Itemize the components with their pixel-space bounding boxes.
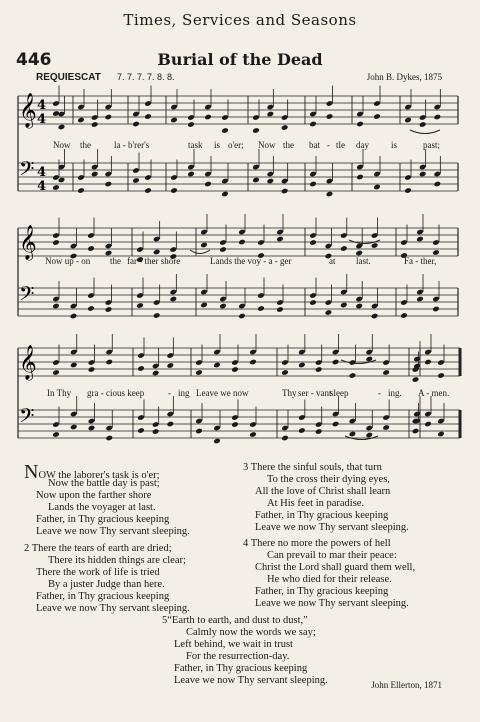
note-head bbox=[404, 187, 412, 194]
note-head bbox=[195, 428, 203, 435]
note-head bbox=[309, 181, 317, 188]
note-head bbox=[219, 246, 227, 253]
note-head bbox=[356, 121, 364, 128]
note-head bbox=[298, 427, 306, 434]
verse-number: 4 bbox=[243, 538, 249, 549]
note-head bbox=[309, 299, 317, 306]
verse-line: OW the laborer's task is o'er; bbox=[38, 470, 160, 481]
note-head bbox=[437, 372, 445, 379]
verse-line: Father, in Thy gracious keeping bbox=[36, 514, 170, 525]
note-head bbox=[373, 113, 381, 120]
note-head bbox=[424, 359, 432, 366]
note-head bbox=[136, 302, 144, 309]
lyric-syllable: far - ther shore bbox=[127, 256, 181, 266]
note-head bbox=[281, 435, 289, 442]
note-head bbox=[70, 424, 78, 431]
verse-line: Lands the voyager at last. bbox=[48, 502, 156, 513]
verse-line: Christ the Lord shall guard them well, bbox=[255, 562, 416, 573]
lyric-syllable: - bbox=[378, 388, 381, 398]
note-head bbox=[252, 177, 260, 184]
note-head bbox=[137, 427, 145, 434]
verse-line: Now upon the farther shore bbox=[36, 490, 152, 501]
hymn-title: Burial of the Dead bbox=[157, 50, 323, 69]
note-head bbox=[371, 242, 379, 249]
tune-name: REQUIESCAT bbox=[36, 72, 101, 83]
lyric-syllable: o'er; bbox=[228, 140, 244, 150]
note-head bbox=[87, 245, 95, 252]
meter: 7. 7. 7. 7. 8. 8. bbox=[117, 72, 175, 82]
author: John Ellerton, 1871 bbox=[371, 680, 442, 690]
note-head bbox=[332, 359, 340, 366]
lyric-syllable: A - men. bbox=[418, 388, 450, 398]
time-signature-icon: 4 bbox=[37, 179, 47, 194]
lyric-line-2 bbox=[0, 256, 480, 268]
verse-line: There no more the powers of hell bbox=[250, 538, 391, 549]
note-head bbox=[52, 184, 60, 191]
lyric-syllable: Now up - on bbox=[45, 256, 91, 266]
note-head bbox=[249, 359, 257, 366]
bass-clef-icon: 𝄢 bbox=[19, 404, 35, 432]
slur bbox=[410, 130, 440, 134]
lyric-syllable: task bbox=[188, 140, 203, 150]
note-head bbox=[52, 431, 60, 438]
note-head bbox=[281, 369, 289, 376]
treble-clef-icon: 𝄞 bbox=[19, 345, 37, 380]
note-head bbox=[238, 313, 246, 320]
note-head bbox=[249, 431, 257, 438]
lyric-syllable: ser - vant bbox=[298, 388, 332, 398]
lyric-syllable: Now bbox=[53, 140, 71, 150]
note-head bbox=[187, 121, 195, 128]
note-head bbox=[132, 177, 140, 184]
lyric-syllable: the bbox=[80, 140, 91, 150]
verse-number: 3 bbox=[243, 462, 249, 473]
verse-line: Father, in Thy gracious keeping bbox=[36, 591, 170, 602]
note-head bbox=[170, 296, 178, 303]
lyric-syllable: the bbox=[110, 256, 121, 266]
note-head bbox=[105, 306, 113, 313]
note-head bbox=[204, 114, 212, 121]
lyric-syllable: Fa - ther, bbox=[404, 256, 437, 266]
note-head bbox=[105, 359, 113, 366]
verse-line: Can prevail to mar their peace: bbox=[267, 550, 397, 561]
note-head bbox=[204, 181, 212, 188]
lyric-syllable: past; bbox=[423, 140, 440, 150]
note-head bbox=[400, 312, 408, 319]
note-head bbox=[231, 366, 239, 373]
note-head bbox=[88, 425, 96, 432]
note-head bbox=[52, 239, 60, 246]
verse-line: There the work of life is tried bbox=[36, 567, 160, 578]
note-head bbox=[77, 117, 85, 124]
verse-line: Father, in Thy gracious keeping bbox=[255, 510, 389, 521]
note-head bbox=[412, 376, 420, 383]
lyric-line-1 bbox=[0, 140, 480, 152]
note-head bbox=[52, 369, 60, 376]
note-head bbox=[281, 124, 289, 131]
lyric-syllable: - bbox=[327, 140, 330, 150]
note-head bbox=[200, 302, 208, 309]
note-head bbox=[137, 365, 145, 372]
lyric-syllable: la - b'rer's bbox=[114, 140, 150, 150]
note-head bbox=[434, 114, 442, 121]
verse-line: Father, in Thy gracious keeping bbox=[255, 586, 389, 597]
lyric-syllable: Leave we now bbox=[196, 388, 249, 398]
note-head bbox=[349, 431, 357, 438]
note-head bbox=[326, 191, 334, 198]
verse-line: For the resurrection-day. bbox=[186, 651, 290, 662]
verse-5 bbox=[162, 615, 328, 687]
note-head bbox=[365, 432, 373, 439]
note-head bbox=[132, 121, 140, 128]
slur bbox=[190, 250, 210, 254]
note-head bbox=[332, 421, 340, 428]
verse-line: All the love of Christ shall learn bbox=[255, 486, 391, 497]
note-head bbox=[153, 312, 161, 319]
note-head bbox=[170, 117, 178, 124]
verse-line: There the sinful souls, that turn bbox=[250, 462, 382, 473]
note-head bbox=[170, 187, 178, 194]
lyric-syllable: last. bbox=[356, 256, 371, 266]
note-head bbox=[77, 187, 85, 194]
hymn-number: 446 bbox=[16, 50, 52, 70]
note-head bbox=[309, 239, 317, 246]
note-head bbox=[252, 127, 260, 134]
lyric-syllable: tle bbox=[336, 140, 345, 150]
note-head bbox=[52, 303, 60, 310]
note-head bbox=[416, 236, 424, 243]
verse-line: He who died for their release. bbox=[267, 574, 392, 585]
note-head bbox=[434, 181, 442, 188]
time-signature-icon: 4 bbox=[37, 165, 47, 180]
lyric-syllable: is bbox=[214, 140, 221, 150]
lyric-syllable: In Thy bbox=[47, 388, 72, 398]
lyric-syllable: day bbox=[356, 140, 369, 150]
note-head bbox=[416, 296, 424, 303]
verse-line: Calmly now the words we say; bbox=[186, 627, 316, 638]
verse-4 bbox=[243, 538, 415, 610]
note-head bbox=[281, 188, 289, 195]
verse-line: Leave we now Thy servant sleeping. bbox=[36, 603, 190, 614]
lyric-syllable: ing. bbox=[388, 388, 402, 398]
note-head bbox=[91, 121, 99, 128]
note-head bbox=[105, 435, 113, 442]
verse-line: Now the battle day is past; bbox=[48, 478, 160, 489]
bass-clef-icon: 𝄢 bbox=[19, 282, 35, 310]
note-head bbox=[382, 369, 390, 376]
verse-line: Father, in Thy gracious keeping bbox=[174, 663, 308, 674]
note-head bbox=[340, 245, 348, 252]
section-heading: Times, Services and Seasons bbox=[123, 11, 357, 29]
note-head bbox=[91, 171, 99, 178]
treble-clef-icon: 𝄞 bbox=[19, 93, 37, 128]
note-head bbox=[432, 249, 440, 256]
note-head bbox=[153, 249, 161, 256]
verse-number: 2 bbox=[24, 543, 30, 554]
note-head bbox=[373, 184, 381, 191]
lyric-syllable: Lands the voy - a - ger bbox=[210, 256, 292, 266]
lyric-syllable: Now bbox=[258, 140, 276, 150]
note-head bbox=[167, 362, 175, 369]
composer: John B. Dykes, 1875 bbox=[366, 72, 442, 82]
bass-clef-icon: 𝄢 bbox=[19, 157, 35, 185]
note-head bbox=[238, 239, 246, 246]
treble-clef-icon: 𝄞 bbox=[19, 225, 37, 260]
lyric-syllable: sleep bbox=[330, 388, 349, 398]
note-head bbox=[419, 171, 427, 178]
time-signature-icon: 4 bbox=[37, 98, 47, 113]
note-head bbox=[309, 121, 317, 128]
note-head bbox=[315, 428, 323, 435]
note-head bbox=[257, 305, 265, 312]
lyric-syllable: the bbox=[283, 140, 294, 150]
note-head bbox=[412, 428, 420, 435]
time-signature-icon: 4 bbox=[37, 112, 47, 127]
verse-line: Leave we now Thy servant sleeping. bbox=[255, 598, 409, 609]
verse-line: Leave we now Thy servant sleeping. bbox=[36, 526, 190, 537]
verse-line: Leave we now Thy servant sleeping. bbox=[255, 522, 409, 533]
verse-line: By a juster Judge than here. bbox=[48, 579, 165, 590]
verse-1 bbox=[24, 461, 190, 538]
note-head bbox=[298, 362, 306, 369]
note-head bbox=[355, 303, 363, 310]
note-head bbox=[200, 242, 208, 249]
note-head bbox=[371, 313, 379, 320]
note-head bbox=[356, 174, 364, 181]
lyric-syllable: gra - cious keep bbox=[87, 388, 145, 398]
note-head bbox=[88, 366, 96, 373]
note-head bbox=[213, 438, 221, 445]
note-head bbox=[187, 171, 195, 178]
note-head bbox=[326, 113, 334, 120]
note-head bbox=[382, 424, 390, 431]
note-head bbox=[325, 309, 333, 316]
verse-line: “Earth to earth, and dust to dust,” bbox=[167, 615, 308, 626]
lyric-line-3 bbox=[0, 388, 480, 400]
note-head bbox=[195, 369, 203, 376]
drop-cap: N bbox=[24, 461, 39, 483]
note-head bbox=[419, 121, 427, 128]
note-head bbox=[219, 303, 227, 310]
lyric-syllable: Thy bbox=[282, 388, 297, 398]
lyric-syllable: - bbox=[168, 388, 171, 398]
note-head bbox=[87, 305, 95, 312]
note-head bbox=[167, 421, 175, 428]
note-head bbox=[404, 117, 412, 124]
verse-line: At His feet in paradise. bbox=[267, 498, 365, 509]
note-head bbox=[437, 431, 445, 438]
note-head bbox=[221, 127, 229, 134]
note-head bbox=[144, 187, 152, 194]
note-head bbox=[424, 421, 432, 428]
note-head bbox=[267, 178, 275, 185]
note-head bbox=[52, 110, 60, 117]
note-head bbox=[349, 372, 357, 379]
lyric-syllable: at bbox=[329, 256, 336, 266]
verse-number: 5 bbox=[162, 615, 168, 626]
verse-3 bbox=[243, 462, 409, 534]
note-head bbox=[144, 113, 152, 120]
verse-line: There the tears of earth are dried; bbox=[31, 543, 172, 554]
note-head bbox=[315, 366, 323, 373]
verse-line: Left behind, we wait in trust bbox=[174, 639, 293, 650]
note-head bbox=[267, 111, 275, 118]
verse-line: To the cross their dying eyes, bbox=[267, 474, 390, 485]
note-head bbox=[276, 236, 284, 243]
note-head bbox=[340, 302, 348, 309]
note-head bbox=[58, 124, 66, 131]
note-head bbox=[432, 306, 440, 313]
note-head bbox=[213, 362, 221, 369]
note-head bbox=[276, 306, 284, 313]
note-head bbox=[231, 421, 239, 428]
note-head bbox=[152, 428, 160, 435]
lyric-syllable: ing bbox=[178, 388, 190, 398]
note-head bbox=[105, 114, 113, 121]
lyric-syllable: is bbox=[391, 140, 398, 150]
note-head bbox=[70, 313, 78, 320]
note-head bbox=[105, 181, 113, 188]
verse-2 bbox=[24, 543, 190, 615]
verse-line: There its hidden things are clear; bbox=[48, 555, 186, 566]
note-head bbox=[221, 191, 229, 198]
lyric-syllable: bat bbox=[309, 140, 320, 150]
verse-line: Leave we now Thy servant sleeping. bbox=[174, 675, 328, 686]
note-head bbox=[152, 370, 160, 377]
note-head bbox=[70, 362, 78, 369]
